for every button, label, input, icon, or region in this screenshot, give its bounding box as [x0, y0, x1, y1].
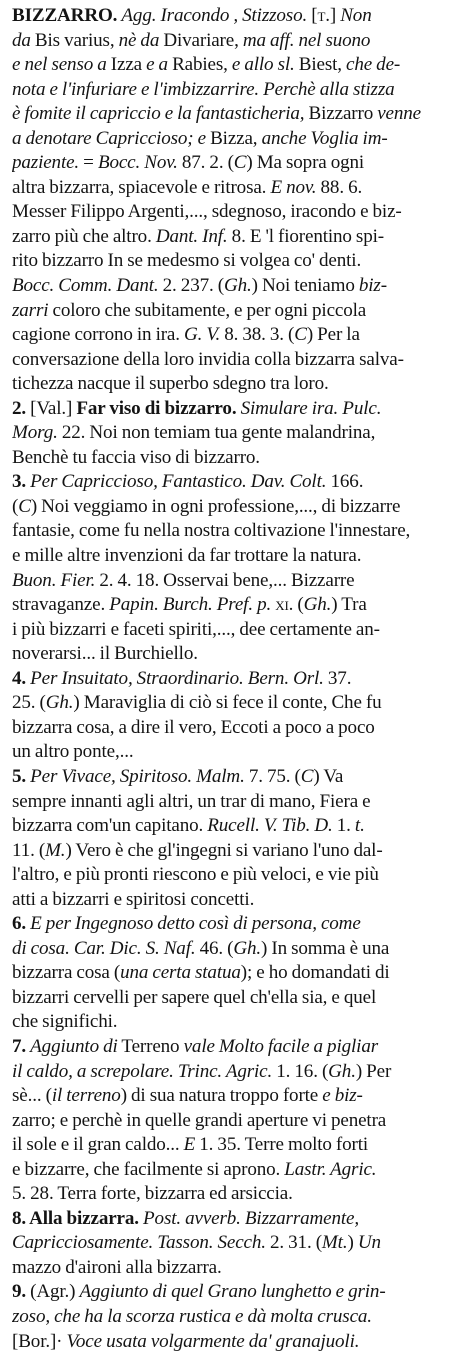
text-line: 8. Alla bizzarra. Post. avverb. Bizzarramente, — [12, 1207, 359, 1229]
text-line: bizzarra cosa, a dire il vero, Eccoti a poco a poco — [12, 716, 375, 738]
text-line: 5. 28. Terra forte, bizzarra ed arsiccia. — [12, 1183, 293, 1205]
dictionary-entry-bizzarro — [12, 4, 460, 1354]
text-line: e mille altre invenzioni da far trottare la natura. — [12, 545, 362, 567]
text-line: zoso, che ha la scorza rustica e dà molta crusca. — [12, 1305, 372, 1327]
text-line: Benchè tu faccia viso di bizzarro. — [12, 446, 260, 468]
text-line: zarro più che altro. Dant. Inf. 8. E 'l fiorentino spi- — [12, 225, 384, 247]
text-line: bizzarra cosa (una certa statua); e ho domandati di — [12, 962, 390, 984]
text-line: un altro ponte,... — [12, 741, 134, 763]
text-line: da Bis varius, nè da Divariare, ma aff. nel suono — [12, 29, 371, 51]
text-line: atti a bizzarri e spiritosi concetti. — [12, 888, 255, 910]
text-line: Bocc. Comm. Dant. 2. 237. (Gh.) Noi teniamo biz- — [12, 275, 387, 297]
text-line: sè... (il terreno) di sua natura troppo forte e biz- — [12, 1085, 363, 1107]
text-line: Capricciosamente. Tasson. Secch. 2. 31. (Mt.) Un — [12, 1232, 381, 1254]
text-line: 9. (Agr.) Aggiunto di quel Grano lunghetto e grin- — [12, 1281, 386, 1303]
text-line: cagione corrono in ira. G. V. 8. 38. 3. (C) Per la — [12, 324, 360, 346]
text-line: 2. [Val.] Far viso di bizzarro. Simulare ira. Pulc. — [12, 397, 382, 419]
text-line: i più bizzarri e faceti spiriti,..., dee certamente an- — [12, 618, 380, 640]
text-line: 6. E per Ingegnoso detto così di persona, come — [12, 913, 361, 935]
text-line: mazzo d'aironi alla bizzarra. — [12, 1256, 222, 1278]
text-line: e nel senso a Izza e a Rabies, e allo sl. Biest, che de- — [12, 54, 401, 76]
text-line: sempre innanti agli altri, un trar di mano, Fiera e — [12, 790, 371, 812]
text-line: che significhi. — [12, 1011, 118, 1033]
text-line: 3. Per Capriccioso, Fantastico. Dav. Colt. 166. — [12, 471, 364, 493]
text-line: l'altro, e più pronti riescono e più veloci, e vie più — [12, 864, 379, 886]
text-line: 4. Per Insuitato, Straordinario. Bern. Orl. 37. — [12, 667, 352, 689]
text-line: noverarsi... il Burchiello. — [12, 643, 198, 665]
text-line: Morg. 22. Noi non temiam tua gente malandrina, — [12, 422, 376, 444]
text-line: è fomite il capriccio e la fantasticheria, Bizzarro venne — [12, 103, 421, 125]
text-line: il caldo, a screpolare. Trinc. Agric. 1. 16. (Gh.) Per — [12, 1060, 392, 1082]
text-line: tichezza nacque il superbo sdegno tra loro. — [12, 373, 329, 395]
text-line: fantasie, come fu nella nostra coltivazione l'innestare, — [12, 520, 411, 542]
text-line: 7. Aggiunto di Terreno vale Molto facile a pigliar — [12, 1035, 378, 1057]
text-line: BIZZARRO. Agg. Iracondo , Stizzoso. [t.] Non — [12, 5, 372, 26]
text-line: Buon. Fier. 2. 4. 18. Osservai bene,... Bizzarre — [12, 569, 355, 591]
text-line: stravaganze. Papin. Burch. Pref. p. xi. (Gh.) Tra — [12, 594, 367, 616]
text-line: [Bor.]· Voce usata volgarmente da' granajuoli. — [12, 1330, 360, 1352]
text-line: e bizzarre, che facilmente si aprono. Lastr. Agric. — [12, 1158, 377, 1180]
text-line: 25. (Gh.) Maraviglia di ciò si fece il conte, Che fu — [12, 692, 382, 714]
text-line: bizzarra com'un capitano. Rucell. V. Tib. D. 1. t. — [12, 815, 365, 837]
text-line: 11. (M.) Vero è che gl'ingegni si variano l'uno dal- — [12, 839, 383, 861]
text-line: nota e l'infuriare e l'imbizzarrire. Perchè alla stizza — [12, 78, 395, 100]
text-line: (C) Noi veggiamo in ogni professione,..., di bizzarre — [12, 495, 401, 517]
text-line: zarro; e perchè in quelle grandi aperture vi penetra — [12, 1109, 387, 1131]
text-line: il sole e il gran caldo... E 1. 35. Terre molto forti — [12, 1134, 369, 1156]
text-line: 5. Per Vivace, Spiritoso. Malm. 7. 75. (C) Va — [12, 765, 344, 787]
text-line: conversazione della loro invidia colla bizzarra salva- — [12, 348, 404, 370]
text-line: bizzarri cervelli per sapere quel ch'ella sia, e quel — [12, 986, 377, 1008]
text-line: altra bizzarra, spiacevole e ritrosa. E nov. 88. 6. — [12, 176, 363, 198]
text-line: zarri coloro che subitamente, e per ogni piccola — [12, 299, 367, 321]
text-line: Messer Filippo Argenti,..., sdegnoso, iracondo e biz- — [12, 201, 402, 223]
text-line: di cosa. Car. Dic. S. Naf. 46. (Gh.) In somma è una — [12, 937, 390, 959]
text-line: a denotare Capriccioso; e Bizza, anche Voglia im- — [12, 127, 388, 149]
text-line: rito bizzarro In se medesmo si volgea co' denti. — [12, 250, 362, 272]
text-line: paziente. = Bocc. Nov. 87. 2. (C) Ma sopra ogni — [12, 152, 365, 174]
